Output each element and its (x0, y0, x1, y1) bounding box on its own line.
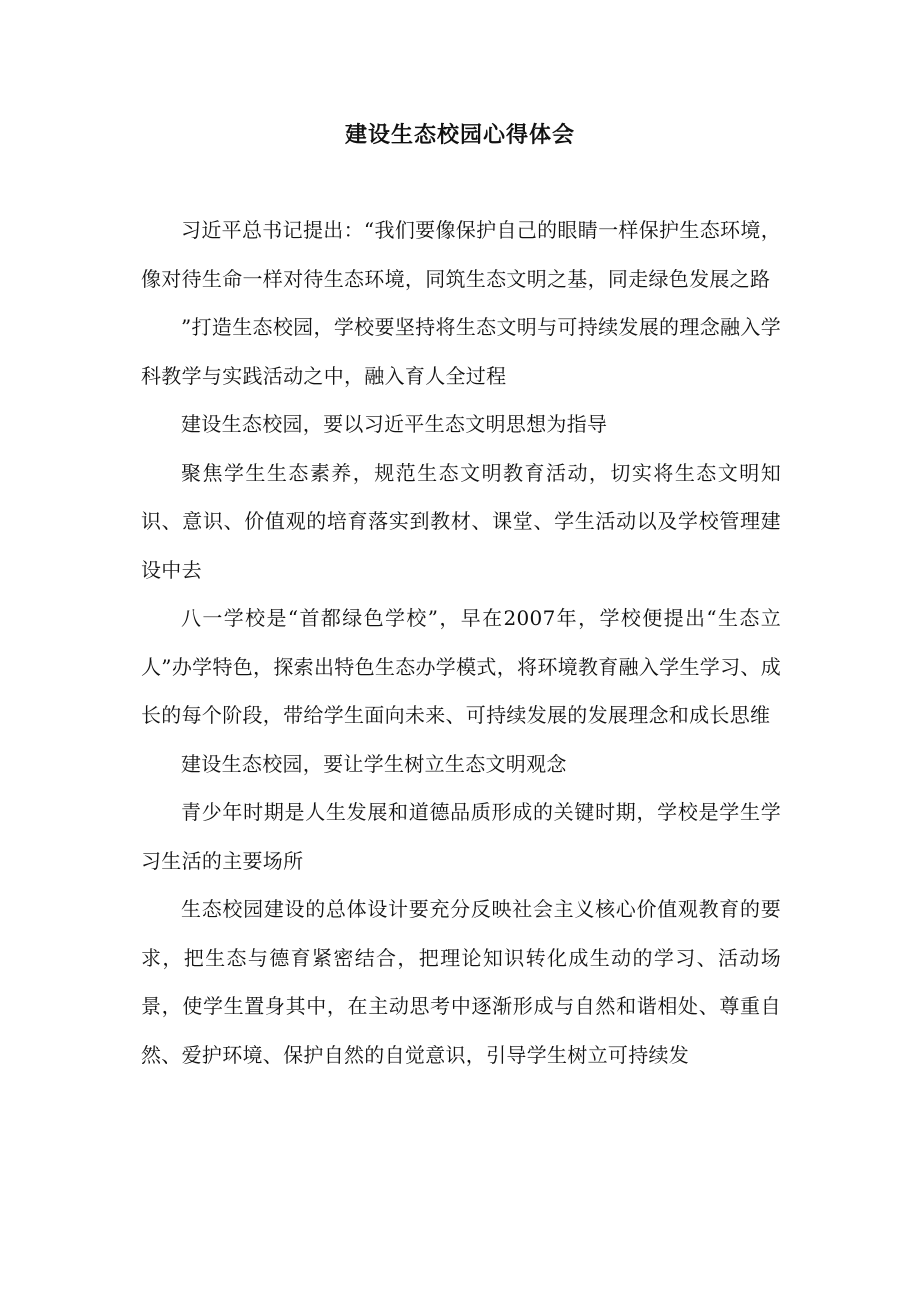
paragraph-5: 八一学校是“首都绿色学校”，早在2007年，学校便提出“生态立人”办学特色，探索出特色生态办学模式，将环境教育融入学生学习、成长的每个阶段，带给学生面向未来、可持续发展的发展理念和成长思维 (141, 606, 781, 727)
paragraph-2: ”打造生态校园，学校要坚持将生态文明与可持续发展的理念融入学科教学与实践活动之中，融入育人全过程 (141, 315, 781, 388)
paragraph-7: 青少年时期是人生发展和道德品质形成的关键时期，学校是学生学习生活的主要场所 (141, 800, 781, 873)
paragraph-1: 习近平总书记提出：“我们要像保护自己的眼睛一样保护生态环境，像对待生命一样对待生态环境，同筑生态文明之基，同走绿色发展之路 (141, 218, 781, 291)
paragraph-3: 建设生态校园，要以习近平生态文明思想为指导 (181, 412, 608, 436)
paragraph-4: 聚焦学生生态素养，规范生态文明教育活动，切实将生态文明知识、意识、价值观的培育落实到教材、课堂、学生活动以及学校管理建设中去 (141, 460, 781, 582)
document-body (141, 206, 781, 1079)
document-title: 建设生态校园心得体会 (344, 123, 575, 148)
paragraph-8: 生态校园建设的总体设计要充分反映社会主义核心价值观教育的要求，把生态与德育紧密结合，把理论知识转化成生动的学习、活动场景，使学生置身其中，在主动思考中逐渐形成与自然和谐相处、尊重自然、爱护环境、保护自然的自觉意识，引导学生树立可持续发 (141, 897, 781, 1067)
paragraph-6: 建设生态校园，要让学生树立生态文明观念 (181, 751, 567, 776)
